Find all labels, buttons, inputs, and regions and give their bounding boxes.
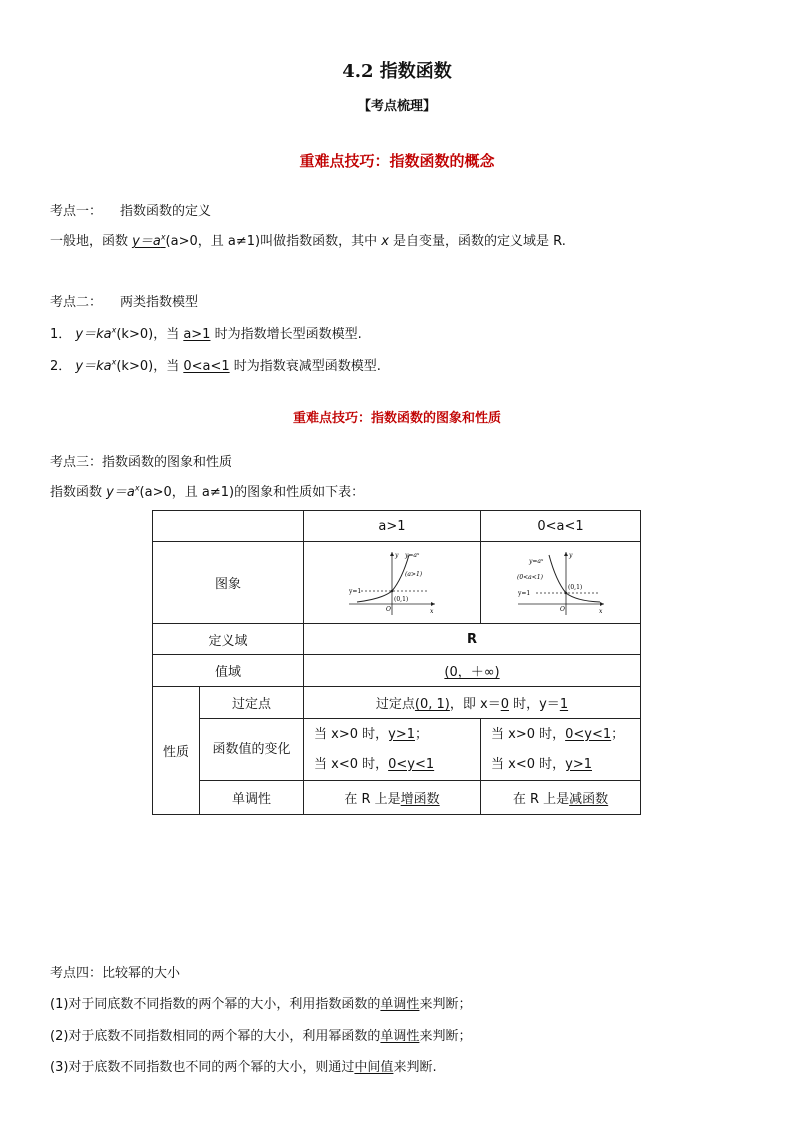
def-formula: $y=a^x$ — [132, 232, 166, 249]
model-decay-key: 0<a<1 — [183, 359, 230, 374]
kp4-label: 考点四： — [50, 966, 103, 981]
def-part: 是自变量，函数的定义域是 R. — [388, 234, 566, 249]
graph-inc-origin: O — [386, 605, 391, 613]
kp3-label: 考点三： — [50, 455, 103, 470]
model-growth: 1． $y=ka^x(k>0)$，当 a>1 时为指数增长型函数模型. — [50, 325, 362, 342]
domain-value: R — [304, 624, 641, 655]
graph-label: 图象 — [153, 542, 304, 624]
graph-inc-point: (0,1) — [394, 595, 409, 603]
monotonic-increasing: 在 R 上是增函数 — [304, 781, 481, 815]
kp2-topic: 两类指数模型 — [120, 295, 199, 310]
kp4-topic: 比较幂的大小 — [102, 966, 181, 981]
kp1-heading — [50, 200, 211, 219]
section-heading-concept: 重难点技巧：指数函数的概念 — [299, 152, 495, 170]
graph-decreasing-svg — [516, 549, 606, 617]
graph-decreasing — [481, 542, 641, 624]
change-increasing: 当 x>0 时，y>1； 当 x<0 时，0<y<1 — [304, 719, 481, 781]
graph-inc-x: x — [430, 607, 434, 615]
fixed-point-label: 过定点 — [200, 687, 304, 719]
graph-dec-x: x — [598, 607, 602, 615]
compare-rule-1: (1)对于同底数不同指数的两个幂的大小，利用指数函数的单调性来判断； — [50, 997, 472, 1012]
page-title: 4.2 指数函数 — [342, 61, 452, 82]
compare-rule-2: (2)对于底数不同指数相同的两个幂的大小，利用幂函数的单调性来判断； — [50, 1029, 472, 1044]
kp3-heading — [50, 451, 232, 470]
kp4-heading — [50, 962, 180, 981]
graph-inc-cond: (a>1) — [405, 570, 423, 578]
range-value: (0，＋∞) — [304, 655, 641, 687]
graph-increasing — [304, 542, 481, 624]
model-growth-key: a>1 — [183, 327, 211, 342]
table-header-row — [153, 511, 641, 542]
graph-inc-y: y — [395, 551, 399, 559]
table-row-domain — [153, 624, 641, 655]
page-subtitle: 【考点梳理】 — [357, 99, 436, 114]
table-row-monotonic — [153, 781, 641, 815]
kp3-topic: 指数函数的图象和性质 — [102, 455, 233, 470]
header-a-gt-1: a>1 — [304, 511, 481, 542]
graph-dec-point: (0,1) — [567, 583, 582, 591]
table-corner — [153, 511, 304, 542]
kp1-topic: 指数函数的定义 — [120, 204, 212, 219]
graph-dec-y: y — [568, 551, 572, 559]
fixed-point-value: 过定点(0, 1)，即 x＝0 时，y＝1 — [304, 687, 641, 719]
definition-text — [50, 230, 566, 249]
domain-label: 定义域 — [153, 624, 304, 655]
kp1-label: 考点一： — [50, 204, 103, 219]
graph-inc-curve: $y=a^x$ — [405, 550, 420, 559]
graph-dec-origin: O — [559, 605, 565, 613]
change-decreasing: 当 x>0 时，0<y<1； 当 x<0 时，y>1 — [481, 719, 641, 781]
graph-dec-cond: (0<a<1) — [516, 573, 543, 581]
table-row-change — [153, 719, 641, 781]
def-var: x — [381, 234, 389, 249]
model-decay: 2． $y=ka^x(k>0)$，当 0<a<1 时为指数衰减型函数模型. — [50, 357, 381, 374]
header-a-lt-1: 0<a<1 — [481, 511, 641, 542]
properties-table — [152, 510, 641, 815]
graph-dec-hline: y=1 — [517, 589, 530, 597]
section-heading-graph: 重难点技巧：指数函数的图象和性质 — [292, 411, 501, 426]
def-part: 一般地，函数 — [50, 234, 133, 249]
monotonic-decreasing: 在 R 上是减函数 — [481, 781, 641, 815]
props-label: 性质 — [153, 687, 200, 815]
monotonic-label: 单调性 — [200, 781, 304, 815]
change-label: 函数值的变化 — [200, 719, 304, 781]
kp2-label: 考点二： — [50, 295, 103, 310]
table-row-graph — [153, 542, 641, 624]
graph-increasing-svg — [347, 549, 437, 617]
table-row-range — [153, 655, 641, 687]
kp2-heading — [50, 291, 198, 310]
range-label: 值域 — [153, 655, 304, 687]
graph-inc-hline: y=1 — [349, 587, 362, 595]
compare-rule-3: (3)对于底数不同指数也不同的两个幂的大小，则通过中间值来判断. — [50, 1060, 437, 1075]
def-part: (a>0，且 a≠1)叫做指数函数，其中 — [165, 234, 382, 249]
table-row-fixed-point — [153, 687, 641, 719]
table-intro: 指数函数 $y=a^x(a>0$，且 a≠1)的图象和性质如下表： — [50, 483, 365, 500]
graph-dec-curve: $y=a^x$ — [528, 556, 543, 565]
